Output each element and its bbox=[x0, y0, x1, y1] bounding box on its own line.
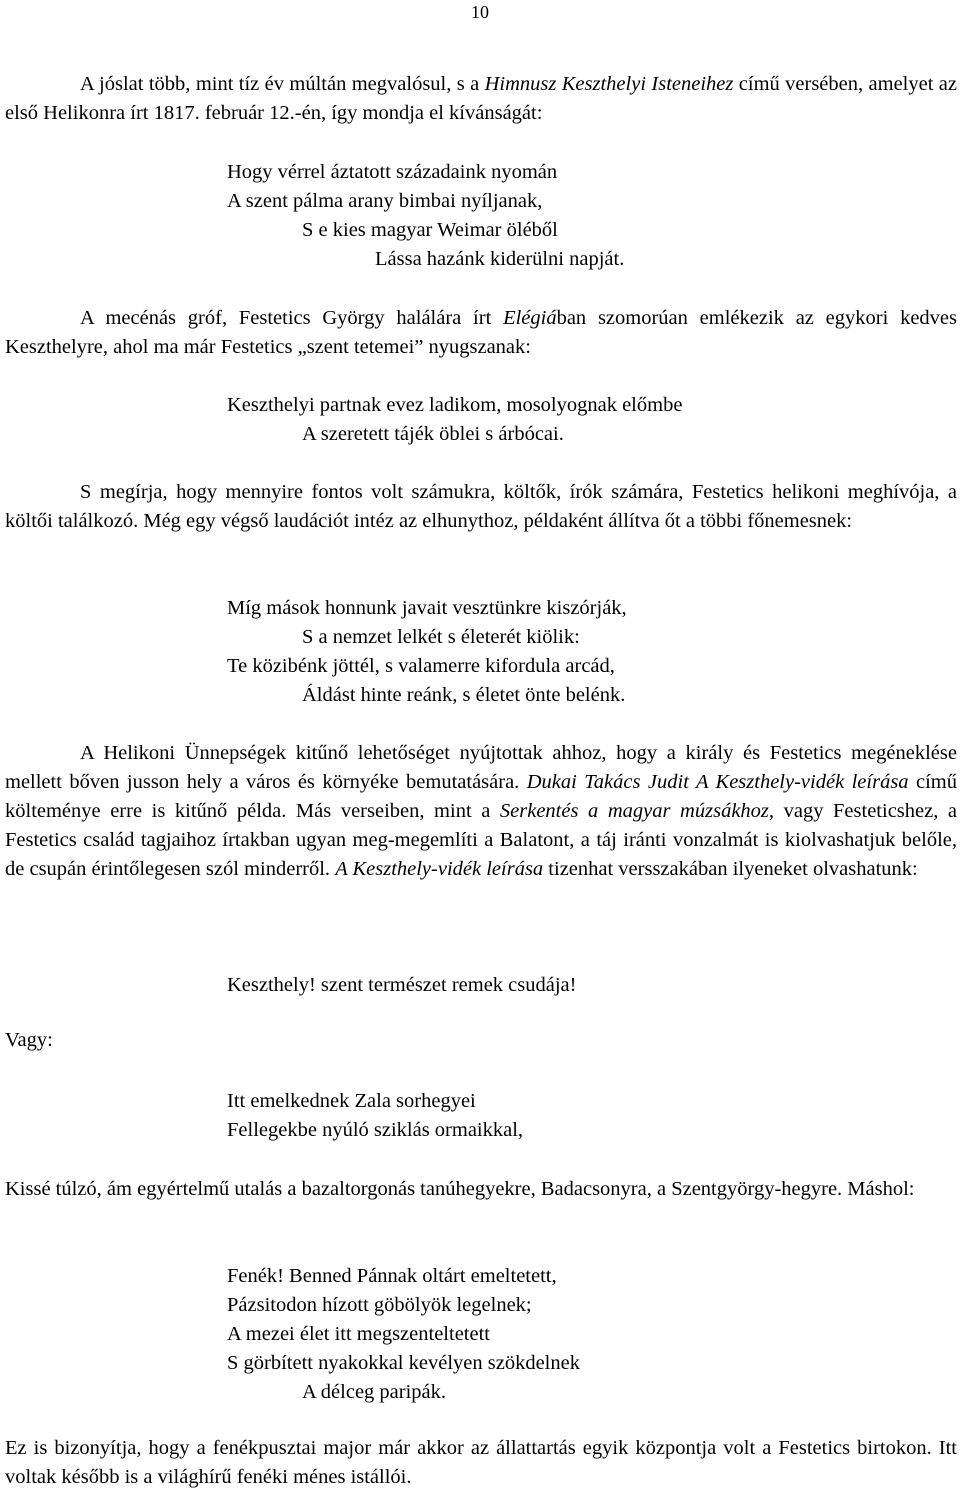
verse-line: Fenék! Benned Pánnak oltárt emeltetett, bbox=[227, 1265, 557, 1287]
verse-line: S e kies magyar Weimar öléből bbox=[302, 219, 558, 241]
paragraph-4-text-a: A Helikoni Ünnepségek kitűnő lehetőséget nyújtottak ahhoz, hogy a király és Festetics megéneklése mellett bőven jusson hely a város és környéke bemutatására. bbox=[5, 742, 957, 793]
verse-block-3 bbox=[0, 594, 627, 710]
verse-line: S görbített nyakokkal kevélyen szökdelnek bbox=[227, 1352, 580, 1374]
poem-title-elegia: Elégiá bbox=[503, 307, 557, 329]
verse-line: Míg mások honnunk javait vesztünkre kiszórják, bbox=[227, 597, 627, 619]
verse-line: Lássa hazánk kiderülni napját. bbox=[375, 248, 625, 270]
verse-line: A szeretett tájék öblei s árbócai. bbox=[302, 423, 564, 445]
page-number: 10 bbox=[471, 2, 489, 22]
paragraph-5: Kissé túlzó, ám egyértelmű utalás a bazaltorgonás tanúhegyekre, Badacsonyra, a Szentgyörgy-hegyre. Máshol: bbox=[5, 1178, 915, 1200]
verse-block-6 bbox=[0, 1262, 580, 1407]
verse-line: Áldást hinte reánk, s életet önte belénk. bbox=[302, 684, 626, 706]
verse-line: Keszthely! szent természet remek csudája! bbox=[227, 974, 577, 996]
work-title-serkentes: Serkentés a magyar múzsákhoz bbox=[499, 800, 769, 822]
paragraph-2-text-b: ban szomorúan emlékezik az egykori kedves Keszthelyre, ahol ma már Festetics „szent tetemei” nyugszanak: bbox=[5, 307, 957, 358]
verse-line: S a nemzet lelkét s életerét kiölik: bbox=[302, 626, 580, 648]
paragraph-3: S megírja, hogy mennyire fontos volt számukra, költők, írók számára, Festetics helikoni meghívója, a költői találkozó. Még egy végső laudációt intéz az elhunythoz, példaként állítva őt a többi főnemesnek: bbox=[5, 481, 957, 532]
paragraph-4 bbox=[5, 739, 957, 884]
paragraph-4-text-d: tizenhat versszakában ilyeneket olvashatunk: bbox=[543, 858, 918, 880]
paragraph-4-text-c: , vagy Festeticshez, a Festetics család tagjaihoz írtakban ugyan meg-megemlíti a Balatont, a táj iránti vonzalmát is kiolvashatjuk belőle, de csupán érintőlegesen szól minderről. bbox=[5, 800, 958, 880]
verse-line: Te közibénk jöttél, s valamerre kifordula arcád, bbox=[227, 655, 615, 677]
verse-block-2 bbox=[0, 391, 682, 449]
verse-block-4 bbox=[0, 971, 576, 1000]
paragraph-1 bbox=[5, 70, 957, 128]
paragraph-2-text-a: A mecénás gróf, Festetics György halálára írt bbox=[80, 307, 504, 329]
work-title-dukai: Dukai Takács Judit A Keszthely-vidék leírása bbox=[526, 771, 909, 793]
verse-line: Pázsitodon hízott göbölyök legelnek; bbox=[227, 1294, 532, 1316]
work-title-keszthely-videk: A Keszthely-vidék leírása bbox=[335, 858, 544, 880]
verse-line: Hogy vérrel áztatott századaink nyomán bbox=[227, 161, 558, 183]
vagy-label: Vagy: bbox=[5, 1029, 53, 1051]
paragraph-1-text-a: A jóslat több, mint tíz év múltán megvalósul, s a bbox=[80, 73, 485, 95]
verse-block-5 bbox=[0, 1087, 523, 1145]
paragraph-2 bbox=[5, 304, 957, 362]
paragraph-1-text-b: című versében, amelyet az első Helikonra írt 1817. február 12.-én, így mondja el kívánságát: bbox=[5, 73, 957, 124]
paragraph-4-text-b: című költeménye erre is kitűnő példa. Más verseiben, mint a bbox=[5, 771, 957, 822]
poem-title-himnusz: Himnusz Keszthelyi Isteneihez bbox=[484, 73, 734, 95]
paragraph-6: Ez is bizonyítja, hogy a fenékpusztai major már akkor az állattartás egyik központja volt a Festetics birtokon. Itt voltak később is a világhírű fenéki ménes istállói. bbox=[5, 1437, 957, 1488]
verse-line: A szent pálma arany bimbai nyíljanak, bbox=[227, 190, 543, 212]
verse-line: A mezei élet itt megszenteltetett bbox=[227, 1323, 490, 1345]
verse-block-1 bbox=[0, 158, 624, 274]
verse-line: Itt emelkednek Zala sorhegyei bbox=[227, 1090, 476, 1112]
verse-line: Fellegekbe nyúló sziklás ormaikkal, bbox=[227, 1119, 524, 1141]
verse-line: Keszthelyi partnak evez ladikom, mosolyognak előmbe bbox=[227, 394, 683, 416]
verse-line: A délceg paripák. bbox=[302, 1381, 447, 1403]
